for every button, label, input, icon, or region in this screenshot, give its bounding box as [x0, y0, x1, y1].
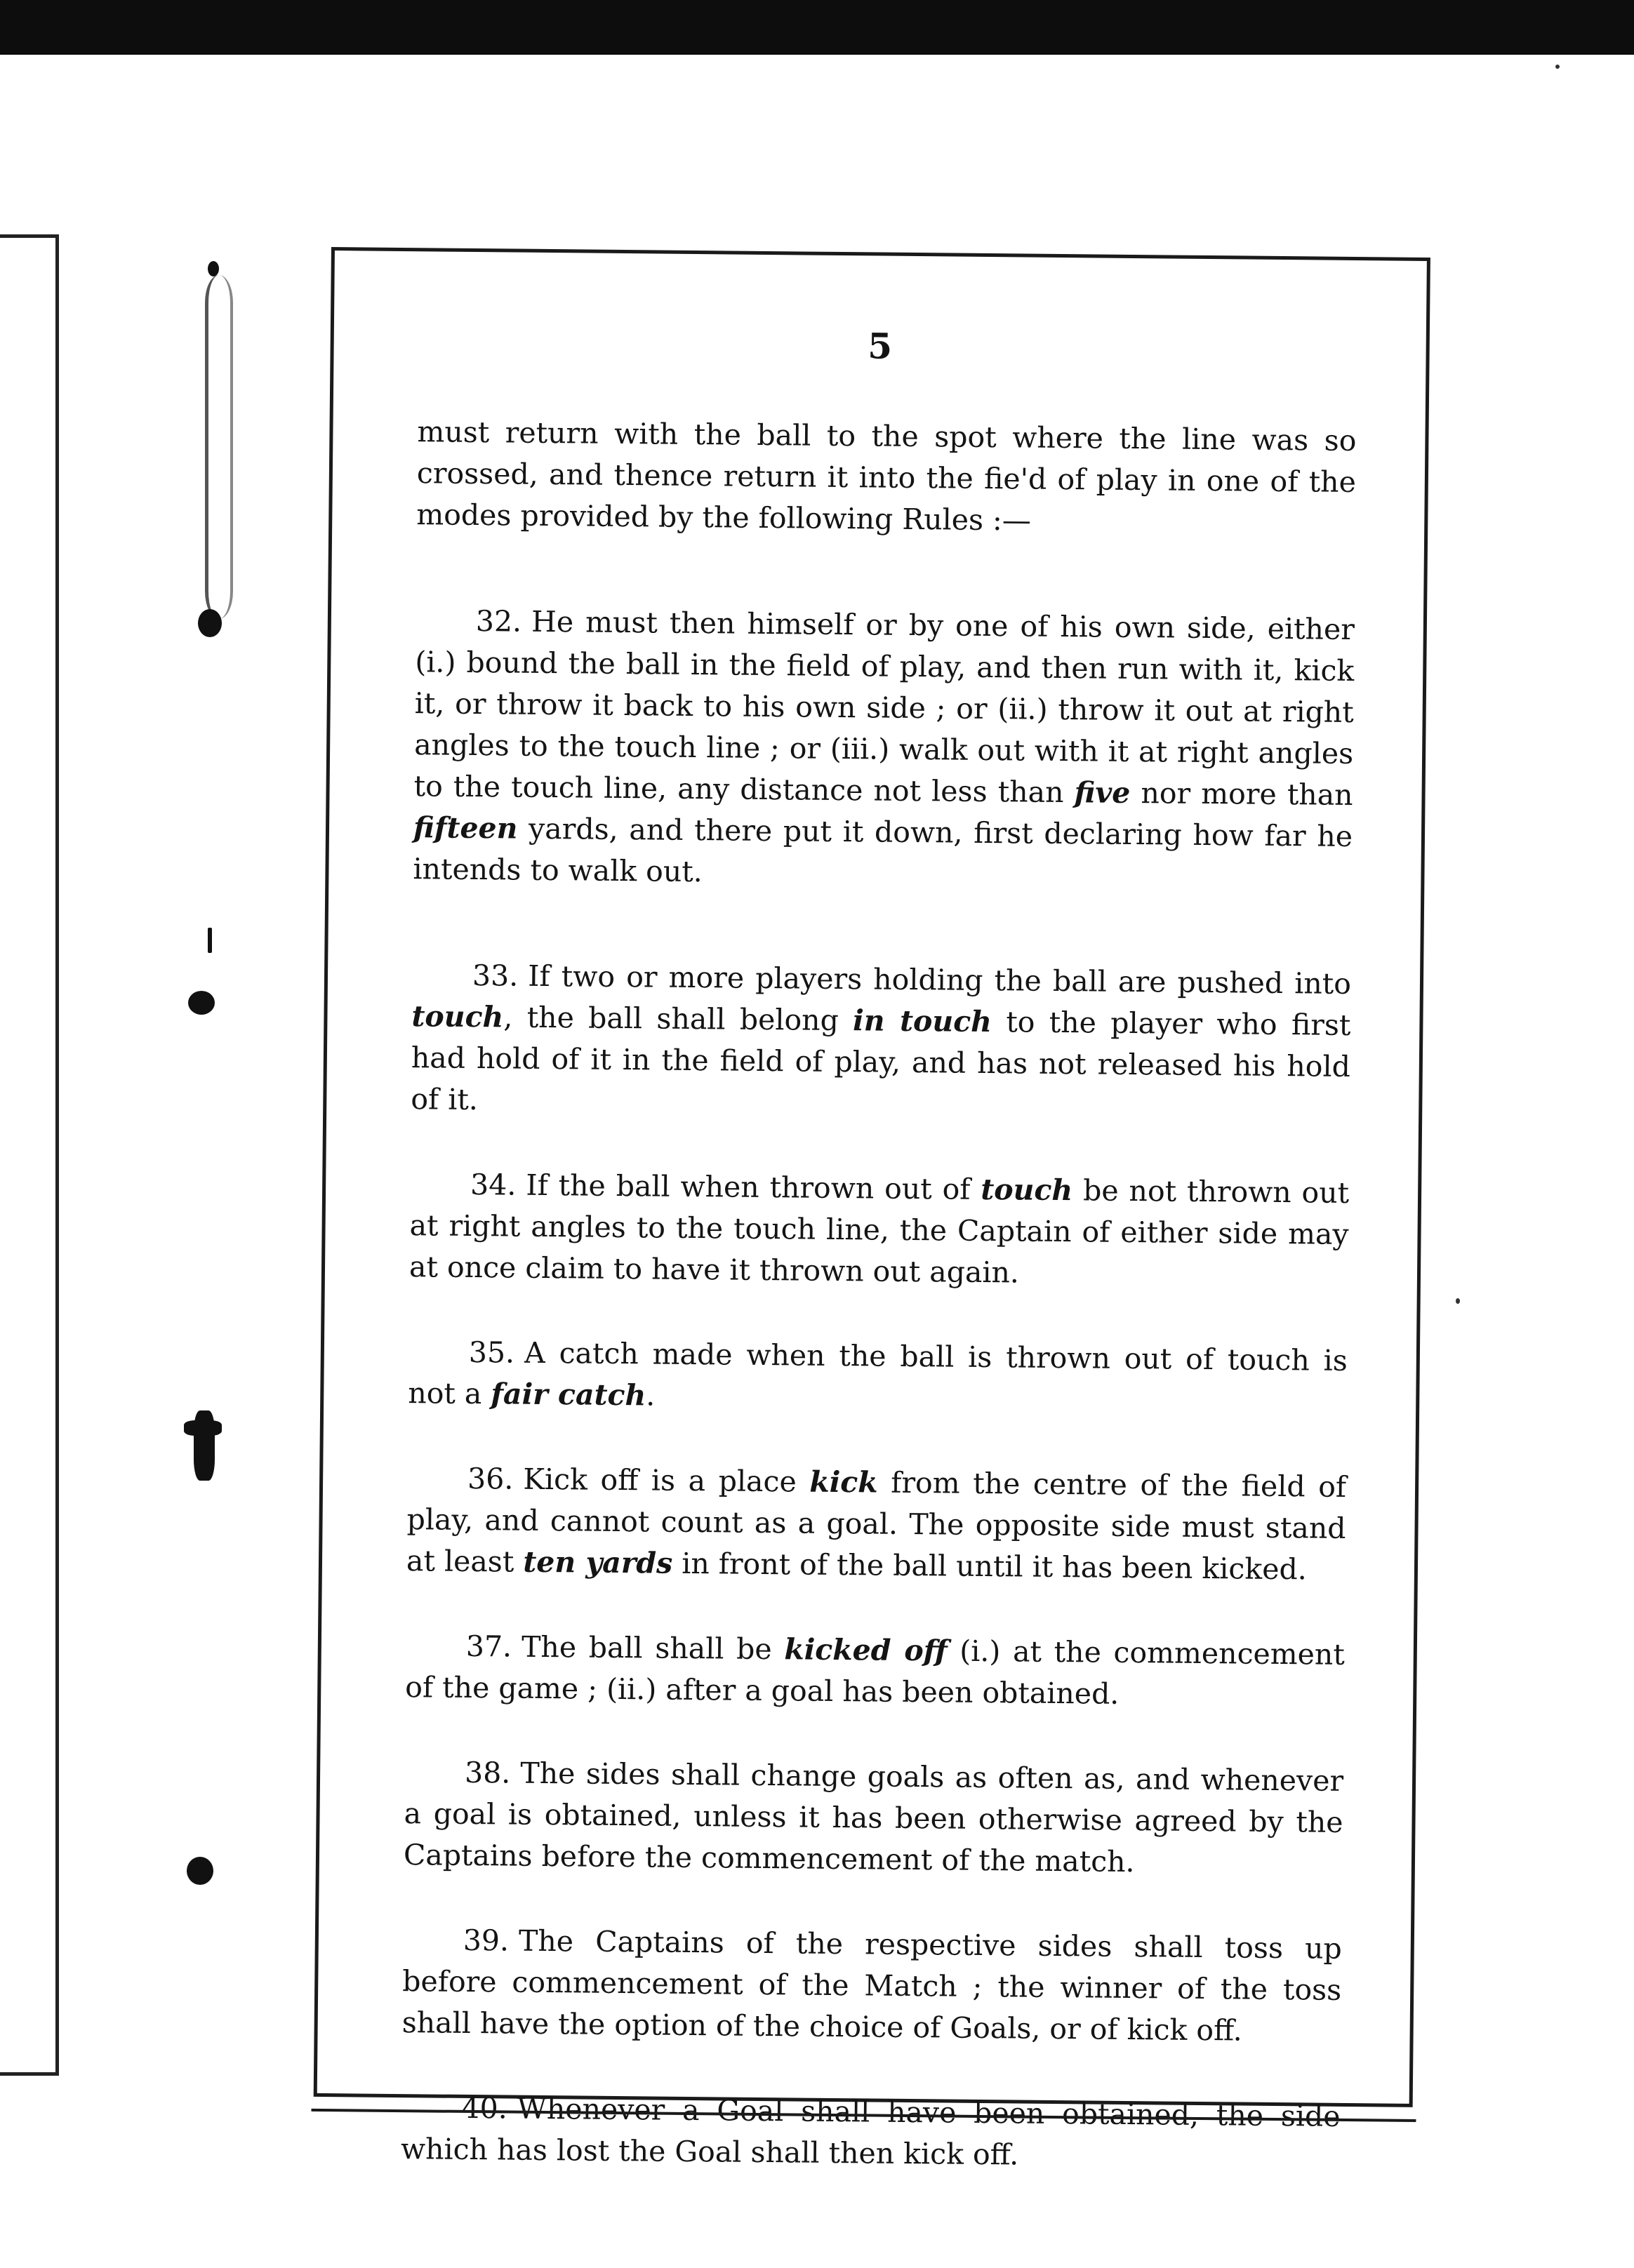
- rule-text: in front of the ball until it has been kicked.: [672, 1546, 1307, 1587]
- rule-paragraph: [401, 2087, 1341, 2179]
- rule-text: yards, and there put it down, first declaring how far he intends to walk out.: [413, 811, 1353, 889]
- rule-text: He must then himself or by one of his own side, either (i.) bound the ball in the field of play, and then run with it, kick it, or throw it back to his own side ; or (ii.) throw it out at right angles to the touch line ; or (iii.) walk out with it at right angles to the touch line, any distance not less than: [413, 604, 1355, 810]
- rule-number: 39.: [463, 1923, 510, 1958]
- scan-top-border: [0, 0, 1634, 55]
- binding-mark: [187, 1857, 213, 1885]
- rule-number: 35.: [468, 1335, 515, 1370]
- emphasized-term: fifteen: [413, 811, 518, 846]
- emphasized-term: fair catch: [491, 1377, 646, 1413]
- page-frame: [314, 247, 1430, 2172]
- rule-text: .: [646, 1378, 656, 1413]
- emphasized-term: kick: [809, 1465, 878, 1500]
- binding-thread: [205, 275, 233, 619]
- rule-paragraph: [404, 1752, 1344, 1885]
- paragraph-continued: [416, 411, 1357, 545]
- rule-text: Kick off is a place: [523, 1462, 810, 1499]
- rule-text: from the centre of the field of play, and cannot count as a goal. The opposite side must stand at least: [406, 1465, 1347, 1579]
- rule-text: must return with the ball to the spot where the line was so crossed, and thence return it into the fie'd of play in one of the modes provided by the following Rules :—: [416, 415, 1357, 538]
- scan-speck: [1555, 65, 1560, 69]
- facing-page-edge: [0, 234, 59, 2076]
- emphasized-term: kicked off: [784, 1632, 948, 1668]
- binding-mark: [208, 261, 219, 276]
- emphasized-term: ten yards: [523, 1545, 673, 1580]
- rule-number: 40.: [461, 2090, 507, 2126]
- rule-text: nor more than: [1130, 775, 1353, 813]
- rule-text: The sides shall change goals as often as, and whenever a goal is obtained, unless it has been otherwise agreed by the Captains before the commencement of the match.: [403, 1756, 1344, 1879]
- rule-number: 37.: [465, 1629, 512, 1664]
- rule-text: If two or more players holding the ball are pushed into: [528, 959, 1352, 1001]
- emphasized-term: touch: [411, 999, 504, 1034]
- rule-paragraph: [408, 1331, 1348, 1423]
- rules-text-block: [400, 411, 1357, 2222]
- rule-paragraph: [405, 1625, 1345, 1717]
- rule-text: The Captains of the respective sides shall toss up before commencement of the Match ; the winner of the toss shall have the option of the choice of Goals, or of kick off.: [401, 1923, 1343, 2048]
- binding-mark: [198, 609, 222, 637]
- binding-mark: [208, 928, 212, 953]
- rule-number: 33.: [472, 958, 519, 993]
- rule-paragraph: [406, 1457, 1347, 1591]
- rule-number: 32.: [475, 604, 522, 639]
- rule-text: A catch made when the ball is thrown out of touch is not a: [408, 1335, 1348, 1411]
- scan-speck: [1456, 1298, 1460, 1304]
- rule-text: The ball shall be: [521, 1629, 785, 1667]
- rule-number: 36.: [467, 1461, 514, 1496]
- rule-text: be not thrown out at right angles to the touch line, the Captain of either side may at once claim to have it thrown out again.: [408, 1173, 1350, 1290]
- page-number: 5: [867, 325, 893, 367]
- emphasized-term: in touch: [852, 1003, 992, 1039]
- rule-paragraph: [411, 954, 1351, 1129]
- rule-text: to the player who first had hold of it in the field of play, and has not released his hold of it.: [411, 1005, 1351, 1117]
- rule-paragraph: [413, 600, 1355, 899]
- rule-number: 34.: [470, 1167, 517, 1202]
- binding-mark: [188, 991, 215, 1015]
- rule-text: Whenever a Goal shall have been obtained, the side which has lost the Goal shall then kick off.: [400, 2091, 1341, 2172]
- rule-number: 38.: [464, 1755, 511, 1790]
- rule-text: (i.) at the commencement of the game ; (ii.) after a goal has been obtained.: [405, 1634, 1346, 1711]
- rule-paragraph: [401, 1919, 1342, 2053]
- rule-text: , the ball shall belong: [503, 1000, 853, 1038]
- emphasized-term: touch: [981, 1172, 1073, 1208]
- rule-text: If the ball when thrown out of: [526, 1168, 981, 1206]
- binding-mark: [184, 1420, 222, 1436]
- emphasized-term: five: [1074, 775, 1131, 810]
- rule-paragraph: [409, 1163, 1350, 1297]
